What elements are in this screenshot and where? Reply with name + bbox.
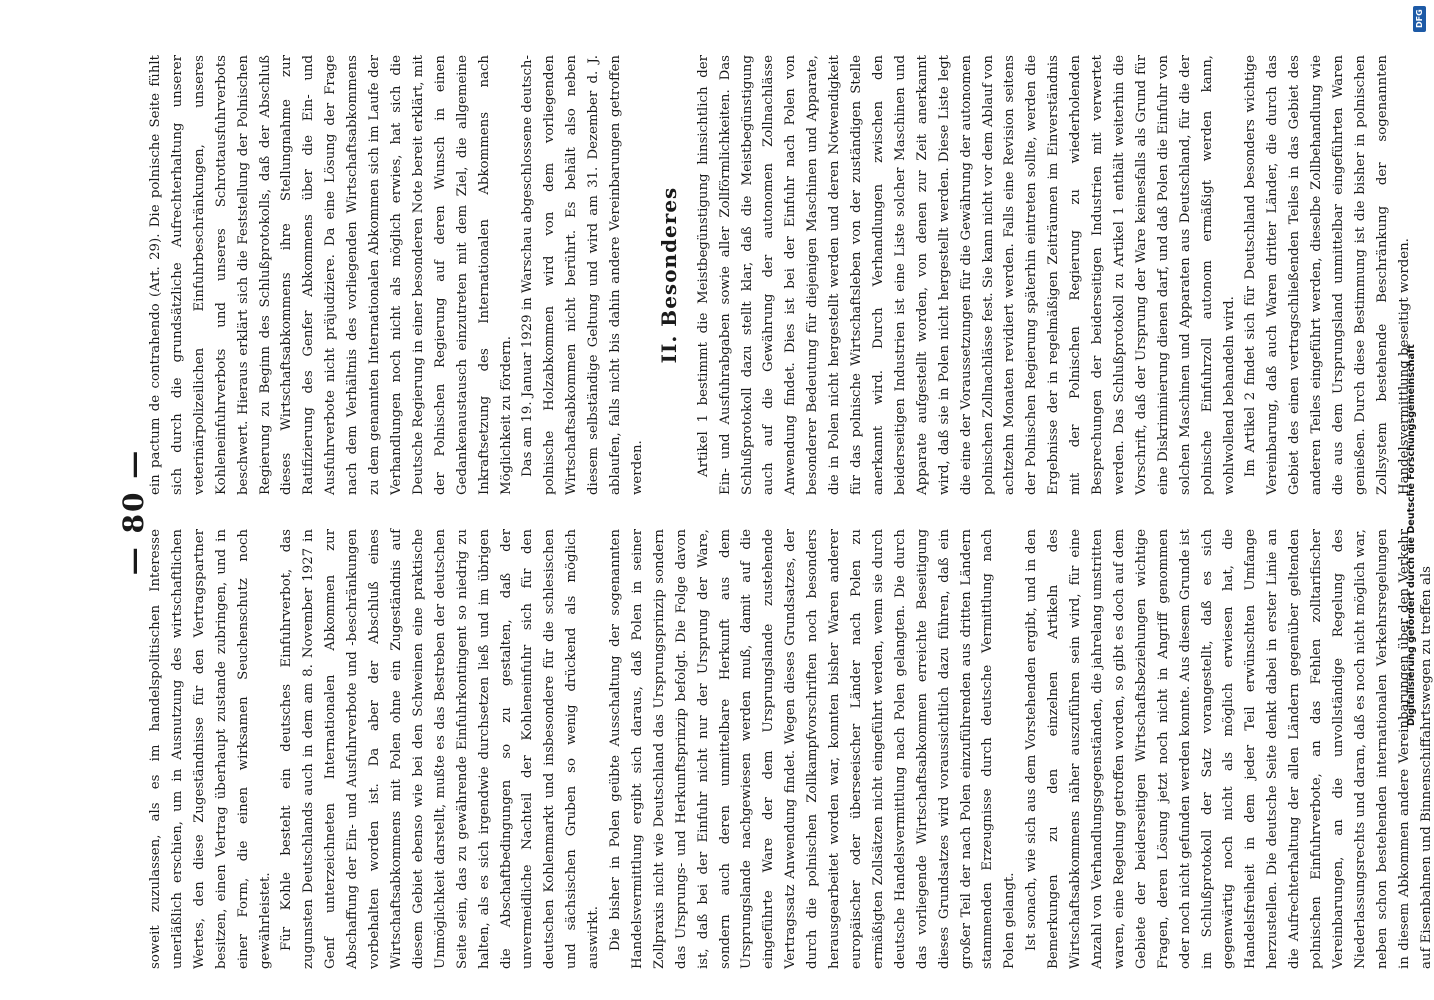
paragraph: Die bisher in Polen geübte Ausschaltung der sogenannten Handelsvermittlung ergibt sich daraus, daß Polen in seiner Zollpraxis nicht wie Deutschland das Ursprungsprinzip sondern das Ursprungs- und Herkunftsprinzip befolgt. Die Folge davon ist, daß bei der Einfuhr nicht nur der Ursprung der Ware, sondern auch deren unmittelbare Herkunft aus dem Ursprungslande nachgewiesen werden muß, damit auf die eingeführte Ware der dem Ursprungslande zustehende Vertragssatz Anwendung findet. Wegen dieses Grundsatzes, der durch die polnischen Zollkampfvorschriften noch besonders herausgearbeitet worden war, konnten bisher Waren anderer europäischer oder überseeischer Länder nach Polen zu ermäßigten Zollsätzen nicht eingeführt werden, wenn sie durch deutsche Handelsvermittlung nach Polen gelangten. Die durch das vorliegende Wirtschaftsabkommen erreichte Beseitigung dieses Grundsatzes wird voraussichtlich dazu führen, daß ein großer Teil der nach Polen einzuführenden aus dritten Ländern stammenden Erzeugnisse durch deutsche Vermittlung nach Polen gelangt. [608,529,1018,969]
text-column-right [145,55,1416,495]
dfg-logo: DFG [1413,6,1426,32]
paragraph: Im Artikel 2 findet sich für Deutschland besonders wichtige Vereinbarung, daß auch Waren dritter Länder, die durch das Gebiet des einen vertragschließenden Teiles in das Gebiet des anderen Teiles eingeführt werden, dieselbe Zollbehandlung wie die aus dem Ursprungsland unmittelbar eingeführten Waren genießen. Durch diese Bestimmung ist die bisher in polnischen Zollsystem bestehende Beschränkung der sogenannten Handelsvermittlung beseitigt worden. [1243,55,1412,495]
paragraph: Artikel 1 bestimmt die Meistbegünstigung hinsichtlich der Ein- und Ausfuhrabgaben sowie aller Zollförmlichkeiten. Das Schlußprotokoll dazu stellt klar, daß die Meistbegünstigung auch auf die Gewährung der autonomen Zollnachlässe Anwendung findet. Dies ist bei der Einfuhr nach Polen von besonderer Bedeutung für diejenigen Maschinen und Apparate, die in Polen nicht hergestellt werden und deren Notwendigkeit für das polnische Wirtschaftsleben von der zuständigen Stelle anerkannt wird. Durch Verhandlungen zwischen den beiderseitigen Industrien ist eine Liste solcher Maschinen und Apparate aufgestellt worden, von denen zur Zeit anerkannt wird, daß sie in Polen nicht hergestellt werden. Diese Liste legt die eine der Voraussetzungen für die Gewährung der autonomen polnischen Zollnachlässe fest. Sie kann nicht vor dem Ablauf von achtzehn Monaten revidiert werden. Falls eine Revision seitens der Polnischen Regierung späterhin eintreten sollte, werden die Ergebnisse der in regelmäßigen Zeiträumen im Einverständnis mit der Polnischen Regierung zu wiederholenden Besprechungen der beiderseitigen Industrien mit verwertet werden. Das Schlußprotokoll zu Artikel 1 enthält weiterhin die Vorschrift, daß der Ursprung der Ware keinesfalls als Grund für eine Diskriminierung dienen darf, und daß Polen die Einfuhr von solchen Maschinen und Apparaten aus Deutschland, für die der polnische Einfuhrzoll autonom ermäßigt werden kann, wohlwollend behandeln wird. [695,55,1237,495]
paragraph: ein pactum de contrahendo (Art. 29). Die polnische Seite fühlt sich durch die grundsätzliche Aufrechterhaltung unserer veterinärpolizeilichen Einfuhrbeschränkungen, unseres Kohleneinfuhrverbots und unseres Schrottausfuhrverbots beschwert. Hieraus erklärt sich die Feststellung der Polnischen Regierung zu Beginn des Schlußprotokolls, daß der Abschluß dieses Wirtschaftsabkommens ihre Stellungnahme zur Ratifizierung des Genfer Abkommens über die Ein- und Ausfuhrverbote nicht präjudiziere. Da eine Lösung der Frage nach dem Verhältnis des vorliegenden Wirtschaftsabkommens zu dem genannten Internationalen Abkommen sich im Laufe der Verhandlungen noch nicht als möglich erwies, hat sich die Deutsche Regierung in einer besonderen Note bereit erklärt, mit der Polnischen Regierung auf deren Wunsch in einen Gedankenaustausch einzutreten mit dem Ziel, die allgemeine Inkraftsetzung des Internationalen Abkommens nach Möglichkeit zu fördern. [148,55,514,495]
page-number: — 80 — [116,448,150,576]
text-column-left [145,529,1434,969]
section-heading: II. Besonderes [656,186,681,364]
paragraph: soweit zuzulassen, als es im handelspolitischen Interesse unerläßlich erschien, um in Ausnutzung des wirtschaftlichen Wertes, den diese Zugeständnisse für den Vertragspartner besitzen, einen Vertrag überhaupt zustande zubringen, und in einer Form, die einen wirksamen Seuchenschutz noch gewährleistet. [148,529,273,969]
paragraph: Ist sonach, wie sich aus dem Vorstehenden ergibt, und in den Bemerkungen zu den einzelnen Artikeln des Wirtschaftsabkommens näher auszuführen sein wird, für eine Anzahl von Verhandlungsgegenständen, die jahrelang umstritten waren, eine Regelung getroffen worden, so gibt es doch auf dem Gebiete der beiderseitigen Wirtschaftsbeziehungen wichtige Fragen, deren Lösung jetzt noch nicht in Angriff genommen oder noch nicht gefunden werden konnte. Aus diesem Grunde ist im Schlußprotokoll der Satz vorangestellt, daß es sich gegenwärtig noch nicht als möglich erwiesen hat, die Handelsfreiheit in dem jeder Teil erwünschten Umfange herzustellen. Die deutsche Seite denkt dabei in erster Linie an die Aufrechterhaltung der allen Ländern gegenüber geltenden polnischen Einfuhrverbote, an das Fehlen zolltarifischer Vereinbarungen, an die unvollständige Regelung des Niederlassungsrechts und daran, daß es noch nicht möglich war, neben schon bestehenden internationalen Verkehrsregelungen in diesem Abkommen andere Vereinbarungen über den Verkehr auf Eisenbahnen und Binnenschiffahrtswegen zu treffen als [1024,529,1434,969]
paragraph: Das am 19. Januar 1929 in Warschau abgeschlossene deutsch-polnische Holzabkommen wird von dem vorliegenden Wirtschaftsabkommen nicht berührt. Es behält also neben diesem selbständige Geltung und wird am 31. Dezember d. J. ablaufen, falls nicht bis dahin andere Vereinbarungen getroffen werden. [520,55,645,495]
paragraph: Für Kohle besteht ein deutsches Einfuhrverbot, das zugunsten Deutschlands auch in dem am 8. November 1927 in Genf unterzeichneten Internationalen Abkommen zur Abschaffung der Ein- und Ausfuhrverbote und -beschränkungen vorbehalten worden ist. Da aber der Abschluß eines Wirtschaftsabkommens mit Polen ohne ein Zugeständnis auf diesem Gebiet ebenso wie bei den Schweinen eine praktische Unmöglichkeit darstellt, mußte es das Bestreben der deutschen Seite sein, das zu gewährende Einfuhrkontingent so niedrig zu halten, als es sich irgendwie durchsetzen ließ und im übrigen die Abschaftbedingungen so zu gestalten, daß der unvermeidliche Nachteil der Kohleneinfuhr sich für den deutschen Kohlenmarkt und insbesondere für die schlesischen und sächsischen Gruben so wenig drückend als möglich auswirkt. [279,529,602,969]
digitization-notice-text: Digitalisierung gefördert durch die Deutsche Forschungsgemeinschaft [1406,344,1417,726]
digitization-notice [1406,6,1430,726]
